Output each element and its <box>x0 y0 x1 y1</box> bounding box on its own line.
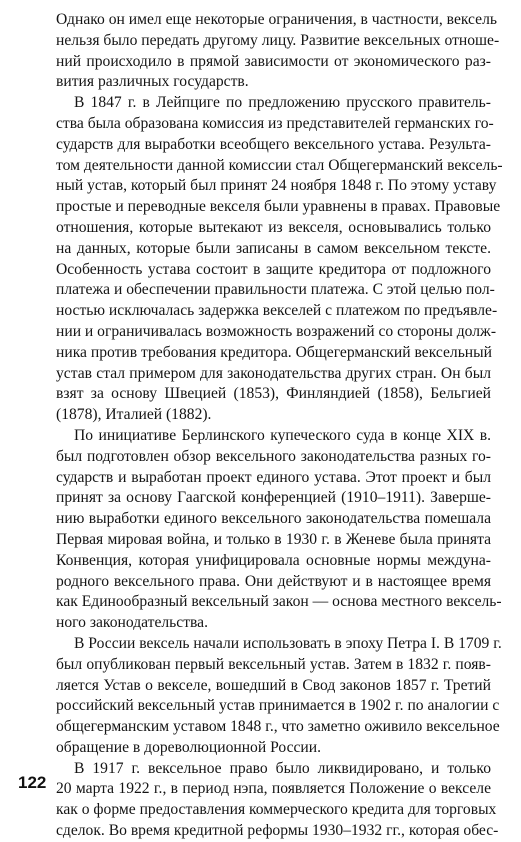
text-line: отношения, которые вытекают из векселя, основывались только <box>56 218 491 236</box>
text-line: сударств для выработки всеобщего вексельного устава. Результа- <box>56 135 491 153</box>
text-line: платежа и обеспечении правильности платежа. С этой целью пол- <box>56 281 495 299</box>
text-line: ностью исключалась задержка векселей с платежом по предъявле- <box>56 302 498 320</box>
paragraph <box>56 93 503 426</box>
text-line: на данных, которые были записаны в самом вексельном тексте. <box>56 239 491 257</box>
text-line: Однако он имел еще некоторые ограничения, в частности, вексель <box>56 11 497 28</box>
paragraph <box>56 634 502 759</box>
text-line: том деятельности данной комиссии стал Общегерманский вексель- <box>56 156 503 174</box>
text-line: обращение в дореволюционной России. <box>56 738 321 756</box>
text-line: российский вексельный устав принимается в 1902 г. по аналогии с <box>56 697 500 715</box>
text-line: В России вексель начали использовать в эпоху Петра I. В 1709 г. <box>74 634 502 652</box>
text-line: ника против требования кредитора. Общегерманский вексельный <box>56 343 492 361</box>
body-text <box>56 10 503 842</box>
text-line: В 1847 г. в Лейпциге по предложению прусского правитель- <box>74 94 491 112</box>
text-line: ний происходило в прямой зависимости от экономического раз- <box>56 52 491 70</box>
page-number: 122 <box>18 773 47 792</box>
text-line: простые и переводные векселя были уравнены в правах. Правовые <box>56 198 501 216</box>
text-line: нельзя было передать другому лицу. Развитие вексельных отноше- <box>56 31 500 49</box>
text-line: устав стал примером для законодательства других стран. Он был <box>56 364 491 382</box>
text-line: Особенность устава состоит в защите кредитора от подложного <box>56 260 491 278</box>
text-line: нию выработки единого вексельного законодательства помешала <box>56 510 491 528</box>
text-line: ства была образована комиссия из представителей германских го- <box>56 114 494 132</box>
text-line: сделок. Во время кредитной реформы 1930–1932 гг., которая обес- <box>56 822 499 840</box>
text-line: общегерманским уставом 1848 г., что заметно оживило вексельное <box>56 718 500 736</box>
text-line: сударств и выработан проект единого устава. Этот проект и был <box>56 468 491 486</box>
text-line: был подготовлен обзор вексельного законодательства разных го- <box>56 447 491 465</box>
text-line: 20 марта 1922 г., в период нэпа, появляется Положение о векселе <box>56 780 491 798</box>
text-line: как о форме предоставления коммерческого кредита для торговых <box>56 801 497 819</box>
text-line: ляется Устав о векселе, вошедший в Свод законов 1857 г. Третий <box>56 676 491 694</box>
text-line: как Единообразный вексельный закон — основа местного вексель- <box>56 593 502 611</box>
text-line: вития различных государств. <box>56 73 249 91</box>
text-line: По инициативе Берлинского купеческого суда в конце XIX в. <box>74 426 491 444</box>
paragraph <box>56 759 499 842</box>
text-line: Конвенция, которая унифицировала основные нормы междуна- <box>56 551 491 569</box>
text-line: Первая мировая война, и только в 1930 г. в Женеве была принята <box>56 530 491 548</box>
text-line: родного вексельного права. Они действуют и в настоящее время <box>56 572 491 590</box>
text-line: В 1917 г. вексельное право было ликвидировано, и только <box>74 759 491 777</box>
text-line: (1878), Италией (1882). <box>56 406 212 424</box>
paragraph <box>56 426 502 634</box>
text-line: нии и ограничивалась возможность возражений со стороны долж- <box>56 322 497 340</box>
text-line: принят за основу Гаагской конференцией (1910–1911). Заверше- <box>56 489 491 507</box>
text-line: ного законодательства. <box>56 614 208 632</box>
paragraph <box>56 10 500 93</box>
text-line: был опубликован первый вексельный устав. Затем в 1832 г. появ- <box>56 655 491 673</box>
text-line: ный устав, который был принят 24 ноября 1848 г. По этому уставу <box>56 177 497 195</box>
text-line: взят за основу Швецией (1853), Финляндией (1858), Бельгией <box>56 385 491 403</box>
